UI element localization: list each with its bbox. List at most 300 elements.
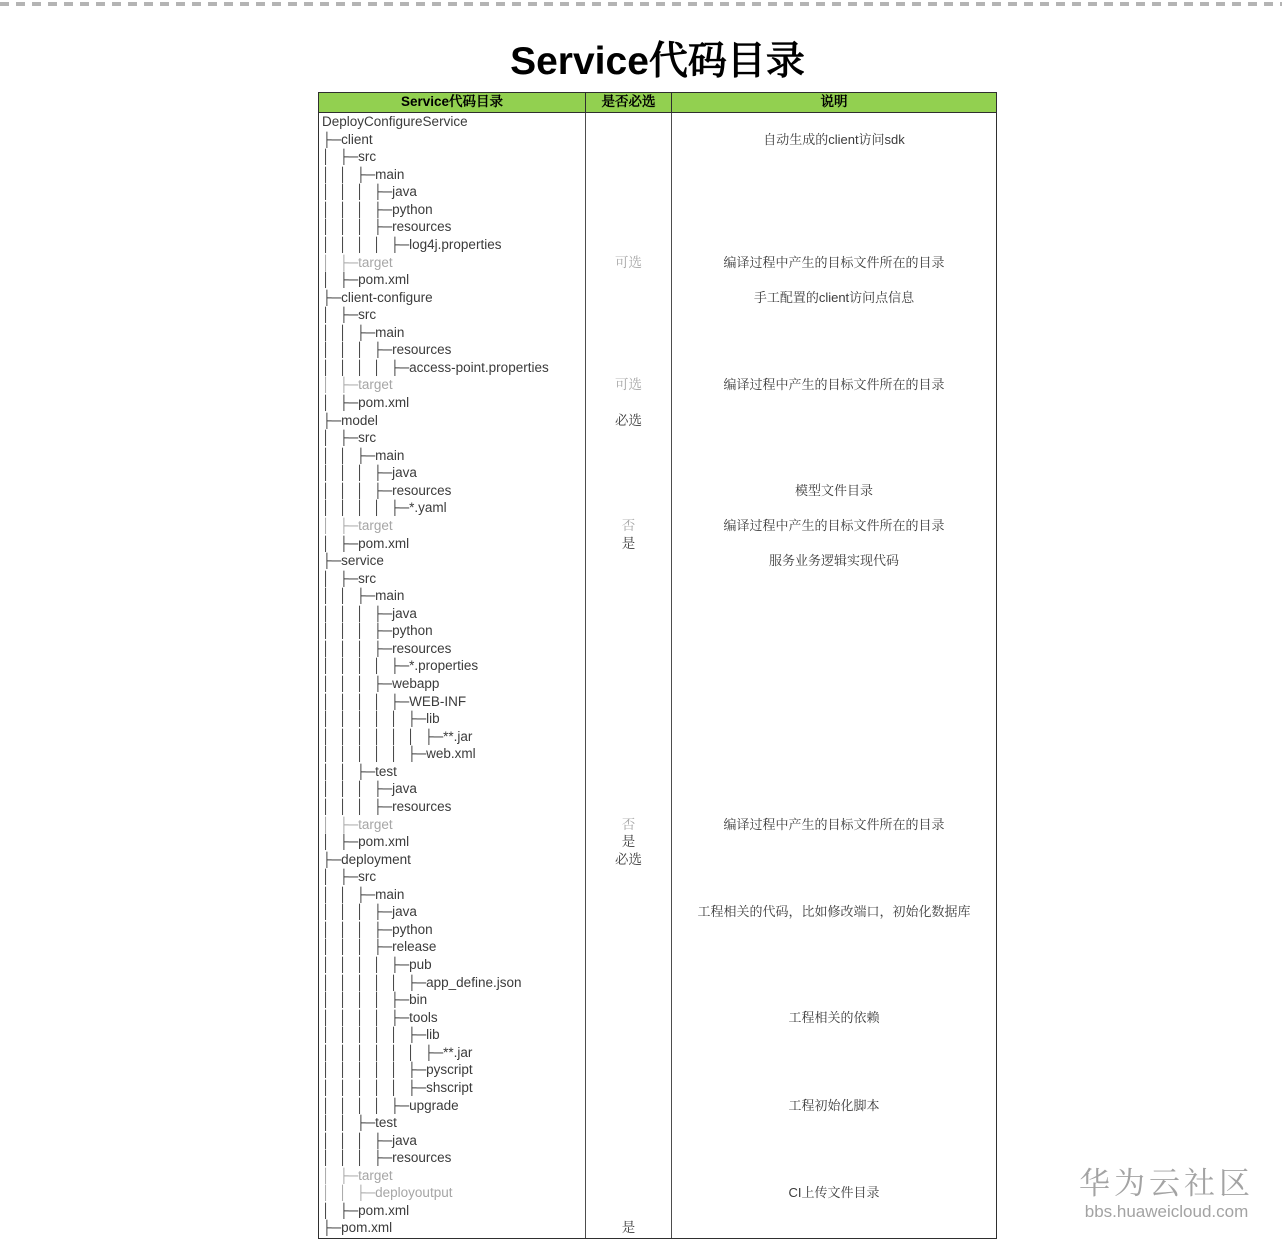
node-label: java — [392, 184, 417, 200]
description-cell — [672, 851, 996, 869]
node-label: pom.xml — [358, 395, 410, 410]
description-cell — [672, 1079, 996, 1097]
tree-branch: ├─ — [373, 676, 393, 691]
required-cell — [586, 570, 671, 588]
tree-row-java — [319, 903, 585, 921]
tree-guide-line: │ — [356, 342, 365, 358]
tree-branch: ├─ — [356, 588, 376, 604]
watermark-community-name: 华为云社区 — [1079, 1166, 1254, 1201]
tree-guide-line: │ — [339, 1027, 348, 1043]
tree-branch: ├─ — [339, 307, 359, 323]
tree-row-python — [319, 622, 585, 640]
page-break-dashed-line — [0, 2, 1282, 6]
tree-guide-line: │ — [356, 939, 365, 955]
tree-guide-line: │ — [322, 798, 331, 814]
tree-guide-line: │ — [339, 711, 348, 727]
tree-guide-line: │ — [339, 482, 348, 498]
watermark — [1079, 1167, 1254, 1223]
tree-guide-line: │ — [356, 236, 365, 252]
node-label: release — [392, 939, 437, 955]
tree-branch: ├─ — [373, 342, 393, 358]
tree-branch: ├─ — [322, 1220, 342, 1236]
required-cell — [586, 166, 671, 184]
description-cell — [672, 728, 996, 746]
tree-guide-line: │ — [356, 676, 365, 691]
tree-branch: ├─ — [390, 1097, 410, 1113]
tree-guide-line: │ — [356, 1079, 365, 1095]
tree-row-java — [319, 605, 585, 623]
tree-guide-line: │ — [322, 377, 331, 393]
tree-guide-line: │ — [356, 623, 365, 639]
tree-guide-line: │ — [322, 272, 331, 288]
node-label: WEB-INF — [409, 693, 467, 709]
tree-row-pom.xml — [319, 1219, 585, 1237]
tree-guide-line: │ — [322, 1167, 331, 1183]
description-cell — [672, 113, 996, 131]
tree-guide-line: │ — [339, 1009, 348, 1025]
tree-guide-line: │ — [356, 957, 365, 972]
description-cell — [672, 447, 996, 465]
description-cell — [672, 921, 996, 939]
node-label: target — [358, 1167, 393, 1183]
tree-guide-line: │ — [339, 728, 348, 744]
tree-row-java — [319, 464, 585, 482]
tree-guide-line: │ — [322, 342, 331, 358]
description-cell — [672, 359, 996, 377]
tree-guide-line: │ — [322, 676, 331, 691]
description-cell: 手工配置的client访问点信息 — [753, 289, 915, 305]
required-cell — [586, 886, 671, 904]
tree-guide-line: │ — [356, 798, 365, 814]
tree-row-target — [319, 376, 585, 394]
required-cell — [586, 622, 671, 640]
tree-guide-line: │ — [322, 1115, 331, 1131]
tree-guide-line: │ — [339, 623, 348, 639]
description-cell — [672, 183, 996, 201]
tree-guide-line: │ — [339, 746, 348, 762]
required-cell — [586, 289, 671, 307]
tree-row-model — [319, 412, 585, 430]
node-label: target — [358, 254, 393, 270]
node-label: client-configure — [341, 289, 433, 305]
required-cell — [586, 991, 671, 1009]
description-cell — [672, 640, 996, 658]
node-label: main — [375, 588, 405, 604]
tree-row-resources — [319, 1149, 585, 1167]
tree-branch: ├─ — [322, 289, 342, 305]
node-label: resources — [392, 1150, 452, 1166]
tree-row-*.properties — [319, 657, 585, 675]
tree-guide-line: │ — [390, 1044, 399, 1060]
directory-table — [318, 92, 997, 1239]
node-label: client — [341, 131, 373, 147]
tree-branch: ├─ — [339, 430, 359, 446]
description-cell — [672, 218, 996, 236]
tree-row-pom.xml — [319, 271, 585, 289]
tree-row-resources — [319, 218, 585, 236]
tree-branch: ├─ — [339, 570, 359, 586]
tree-branch: ├─ — [322, 412, 342, 428]
node-label: pom.xml — [358, 535, 410, 551]
tree-guide-line: │ — [390, 746, 399, 762]
tree-guide-line: │ — [339, 219, 348, 235]
header-directory: Service代码目录 — [319, 93, 586, 112]
tree-row-test — [319, 763, 585, 781]
tree-row-main — [319, 587, 585, 605]
node-label: target — [358, 517, 393, 533]
node-label: src — [358, 430, 377, 446]
tree-branch: ├─ — [390, 236, 410, 252]
description-cell: 编译过程中产生的目标文件所在的目录 — [723, 377, 945, 393]
tree-guide-line: │ — [322, 324, 331, 340]
node-label: pom.xml — [358, 834, 410, 850]
description-cell — [672, 991, 996, 1009]
description-cell — [672, 148, 996, 166]
node-label: test — [375, 1115, 397, 1131]
tree-row-bin — [319, 991, 585, 1009]
tree-guide-line: │ — [356, 500, 365, 516]
required-cell — [586, 640, 671, 658]
tree-guide-line: │ — [322, 430, 331, 446]
tree-guide-line: │ — [322, 605, 331, 621]
tree-branch: ├─ — [390, 693, 410, 709]
node-label: upgrade — [409, 1097, 459, 1113]
tree-guide-line: │ — [322, 886, 331, 902]
tree-row-target — [319, 1167, 585, 1185]
description-cell — [672, 956, 996, 974]
description-cell: 工程相关的依赖 — [788, 1009, 880, 1025]
required-cell — [586, 1061, 671, 1079]
tree-guide-line: │ — [373, 957, 382, 972]
tree-branch: ├─ — [339, 254, 359, 270]
tree-guide-line: │ — [322, 974, 331, 990]
tree-guide-line: │ — [339, 658, 348, 674]
tree-guide-line: │ — [356, 605, 365, 621]
tree-row-src — [319, 306, 585, 324]
description-cell — [672, 780, 996, 798]
tree-guide-line: │ — [322, 992, 331, 1008]
tree-guide-line: │ — [322, 395, 331, 410]
node-label: pyscript — [426, 1062, 473, 1078]
required-cell — [586, 1097, 671, 1115]
tree-guide-line: │ — [390, 711, 399, 727]
node-label: pom.xml — [341, 1220, 393, 1236]
description-cell — [672, 798, 996, 816]
required-cell: 可选 — [615, 377, 642, 393]
node-label: src — [358, 869, 377, 885]
node-label: lib — [426, 711, 440, 727]
required-cell — [586, 324, 671, 342]
tree-guide-line: │ — [322, 623, 331, 639]
tree-branch: ├─ — [373, 1150, 393, 1166]
tree-row-main — [319, 886, 585, 904]
tree-guide-line: │ — [373, 746, 382, 762]
tree-guide-line: │ — [322, 359, 331, 375]
tree-branch: ├─ — [424, 728, 444, 744]
description-cell — [672, 306, 996, 324]
description-cell — [672, 1202, 996, 1220]
tree-guide-line: │ — [356, 465, 365, 481]
tree-branch: ├─ — [407, 1079, 427, 1095]
required-cell — [586, 113, 671, 131]
tree-row-target — [319, 254, 585, 272]
node-label: **.jar — [443, 728, 473, 744]
required-cell — [586, 974, 671, 992]
description-cell — [672, 464, 996, 482]
tree-guide-line: │ — [356, 693, 365, 709]
tree-row-lib — [319, 1026, 585, 1044]
tree-guide-line: │ — [373, 1097, 382, 1113]
node-label: bin — [409, 992, 428, 1008]
tree-row-app_define.json — [319, 974, 585, 992]
node-label: service — [341, 553, 384, 569]
tree-guide-line: │ — [322, 201, 331, 217]
tree-guide-line: │ — [322, 640, 331, 656]
tree-guide-line: │ — [356, 1062, 365, 1078]
required-cell — [586, 745, 671, 763]
table-body — [319, 113, 996, 1238]
tree-branch: ├─ — [407, 711, 427, 727]
tree-guide-line: │ — [339, 236, 348, 252]
tree-row-pom.xml — [319, 535, 585, 553]
tree-row-src — [319, 570, 585, 588]
tree-guide-line: │ — [322, 711, 331, 727]
description-cell — [672, 499, 996, 517]
node-label: src — [358, 149, 377, 165]
tree-branch: ├─ — [356, 1115, 376, 1131]
tree-branch: ├─ — [390, 658, 410, 674]
tree-guide-line: │ — [373, 1027, 382, 1043]
tree-guide-line: │ — [322, 500, 331, 516]
required-cell — [586, 394, 671, 412]
tree-row-pyscript — [319, 1061, 585, 1079]
description-cell: 自动生成的client访问sdk — [763, 131, 905, 147]
tree-guide-line: │ — [373, 728, 382, 744]
tree-guide-line: │ — [322, 447, 331, 463]
tree-guide-line: │ — [356, 184, 365, 200]
tree-branch: ├─ — [390, 500, 410, 516]
tree-guide-line: │ — [373, 1009, 382, 1025]
node-label: lib — [426, 1027, 440, 1043]
required-cell — [586, 1149, 671, 1167]
tree-row-DeployConfigureService — [319, 113, 585, 131]
tree-guide-line: │ — [390, 1062, 399, 1078]
node-label: tools — [409, 1009, 438, 1025]
description-cell: 编译过程中产生的目标文件所在的目录 — [723, 254, 945, 270]
tree-guide-line: │ — [322, 465, 331, 481]
required-cell: 是 — [621, 535, 636, 551]
node-label: model — [341, 412, 378, 428]
tree-guide-line: │ — [373, 992, 382, 1008]
node-label: test — [375, 763, 397, 779]
description-cell — [672, 1061, 996, 1079]
watermark-url: bbs.huaweicloud.com — [1084, 1202, 1249, 1221]
tree-guide-line: │ — [356, 1009, 365, 1025]
description-cell — [672, 1167, 996, 1185]
tree-guide-line: │ — [339, 465, 348, 481]
tree-row-upgrade — [319, 1097, 585, 1115]
description-cell — [672, 1114, 996, 1132]
tree-guide-line: │ — [322, 482, 331, 498]
description-cell — [672, 1026, 996, 1044]
description-cell: 工程初始化脚本 — [788, 1097, 880, 1113]
tree-row-java — [319, 1132, 585, 1150]
node-label: access-point.properties — [409, 359, 549, 375]
required-cell — [586, 341, 671, 359]
required-cell — [586, 587, 671, 605]
description-cell — [672, 745, 996, 763]
node-label: resources — [392, 219, 452, 235]
required-cell — [586, 482, 671, 500]
node-label: resources — [392, 482, 452, 498]
tree-guide-line: │ — [339, 588, 348, 604]
tree-guide-line: │ — [339, 763, 348, 779]
tree-row-client-configure — [319, 289, 585, 307]
tree-branch: ├─ — [407, 1062, 427, 1078]
tree-row-resources — [319, 798, 585, 816]
tree-branch: ├─ — [373, 605, 393, 621]
tree-guide-line: │ — [339, 500, 348, 516]
description-cell — [672, 324, 996, 342]
description-cell — [672, 622, 996, 640]
tree-branch: ├─ — [339, 869, 359, 885]
tree-guide-line: │ — [339, 957, 348, 972]
tree-row-src — [319, 148, 585, 166]
tree-guide-line: │ — [356, 992, 365, 1008]
tree-branch: ├─ — [373, 482, 393, 498]
tree-branch: ├─ — [390, 992, 410, 1008]
tree-guide-line: │ — [322, 939, 331, 955]
tree-guide-line: │ — [407, 728, 416, 744]
description-cell — [672, 974, 996, 992]
tree-guide-line: │ — [373, 359, 382, 375]
node-label: java — [392, 904, 417, 920]
tree-guide-line: │ — [322, 1044, 331, 1060]
required-cell — [586, 710, 671, 728]
tree-guide-line: │ — [339, 1079, 348, 1095]
node-label: src — [358, 570, 377, 586]
tree-guide-line: │ — [339, 1185, 348, 1201]
node-label: target — [358, 816, 393, 832]
tree-branch: ├─ — [339, 272, 359, 288]
node-label: java — [392, 605, 417, 621]
required-cell: 可选 — [615, 254, 642, 270]
tree-branch: ├─ — [373, 184, 393, 200]
tree-guide-line: │ — [356, 711, 365, 727]
description-cell — [672, 693, 996, 711]
required-cell — [586, 359, 671, 377]
tree-branch: ├─ — [373, 623, 393, 639]
description-cell — [672, 938, 996, 956]
required-cell — [586, 1026, 671, 1044]
required-cell — [586, 763, 671, 781]
node-label: src — [358, 307, 377, 323]
tree-branch: ├─ — [373, 201, 393, 217]
description-cell — [672, 341, 996, 359]
node-label: web.xml — [426, 746, 476, 762]
tree-guide-line: │ — [407, 1044, 416, 1060]
tree-branch: ├─ — [339, 535, 359, 551]
tree-guide-line: │ — [339, 798, 348, 814]
description-cell — [672, 1044, 996, 1062]
tree-guide-line: │ — [390, 1079, 399, 1095]
tree-guide-line: │ — [356, 781, 365, 797]
required-cell: 必选 — [615, 851, 642, 867]
tree-row-tools — [319, 1009, 585, 1027]
node-label: deployment — [341, 851, 411, 867]
tree-branch: ├─ — [322, 131, 342, 147]
tree-branch: ├─ — [356, 166, 376, 182]
page-title: Service代码目录 — [510, 40, 805, 83]
tree-guide-line: │ — [373, 693, 382, 709]
tree-guide-line: │ — [339, 1097, 348, 1113]
tree-row-pom.xml — [319, 1202, 585, 1220]
tree-branch: ├─ — [322, 553, 342, 569]
required-cell: 否 — [621, 816, 636, 832]
required-cell — [586, 1132, 671, 1150]
tree-guide-line: │ — [322, 869, 331, 885]
tree-guide-line: │ — [356, 1150, 365, 1166]
tree-branch: ├─ — [390, 359, 410, 375]
node-label: pom.xml — [358, 272, 410, 288]
required-cell — [586, 131, 671, 149]
tree-row-resources — [319, 341, 585, 359]
required-cell — [586, 728, 671, 746]
tree-branch: ├─ — [356, 324, 376, 340]
tree-row-main — [319, 447, 585, 465]
tree-guide-line: │ — [373, 236, 382, 252]
tree-branch: ├─ — [339, 517, 359, 533]
tree-guide-line: │ — [322, 781, 331, 797]
header-required: 是否必选 — [586, 93, 672, 112]
tree-guide-line: │ — [339, 886, 348, 902]
tree-guide-line: │ — [356, 746, 365, 762]
required-cell — [586, 675, 671, 693]
description-cell: 编译过程中产生的目标文件所在的目录 — [723, 816, 945, 832]
tree-guide-line: │ — [322, 570, 331, 586]
tree-guide-line: │ — [339, 1044, 348, 1060]
table-header-row — [319, 93, 996, 113]
tree-guide-line: │ — [356, 482, 365, 498]
description-cell — [672, 587, 996, 605]
tree-guide-line: │ — [339, 921, 348, 937]
description-cell — [672, 763, 996, 781]
tree-branch: ├─ — [356, 763, 376, 779]
tree-guide-line: │ — [339, 640, 348, 656]
required-cell — [586, 868, 671, 886]
required-cell — [586, 1079, 671, 1097]
required-cell — [586, 693, 671, 711]
tree-row-src — [319, 868, 585, 886]
tree-guide-line: │ — [339, 1062, 348, 1078]
tree-branch: ├─ — [373, 465, 393, 481]
tree-guide-line: │ — [322, 1150, 331, 1166]
tree-row-webapp — [319, 675, 585, 693]
tree-branch: ├─ — [373, 781, 393, 797]
description-cell — [672, 535, 996, 553]
description-cell — [672, 412, 996, 430]
tree-row-*.yaml — [319, 499, 585, 517]
required-column — [586, 113, 672, 1238]
tree-guide-line: │ — [339, 781, 348, 797]
required-cell — [586, 429, 671, 447]
tree-branch: ├─ — [339, 377, 359, 393]
required-cell — [586, 447, 671, 465]
tree-guide-line: │ — [322, 834, 331, 850]
tree-row-resources — [319, 640, 585, 658]
required-cell — [586, 1114, 671, 1132]
tree-guide-line: │ — [373, 1044, 382, 1060]
